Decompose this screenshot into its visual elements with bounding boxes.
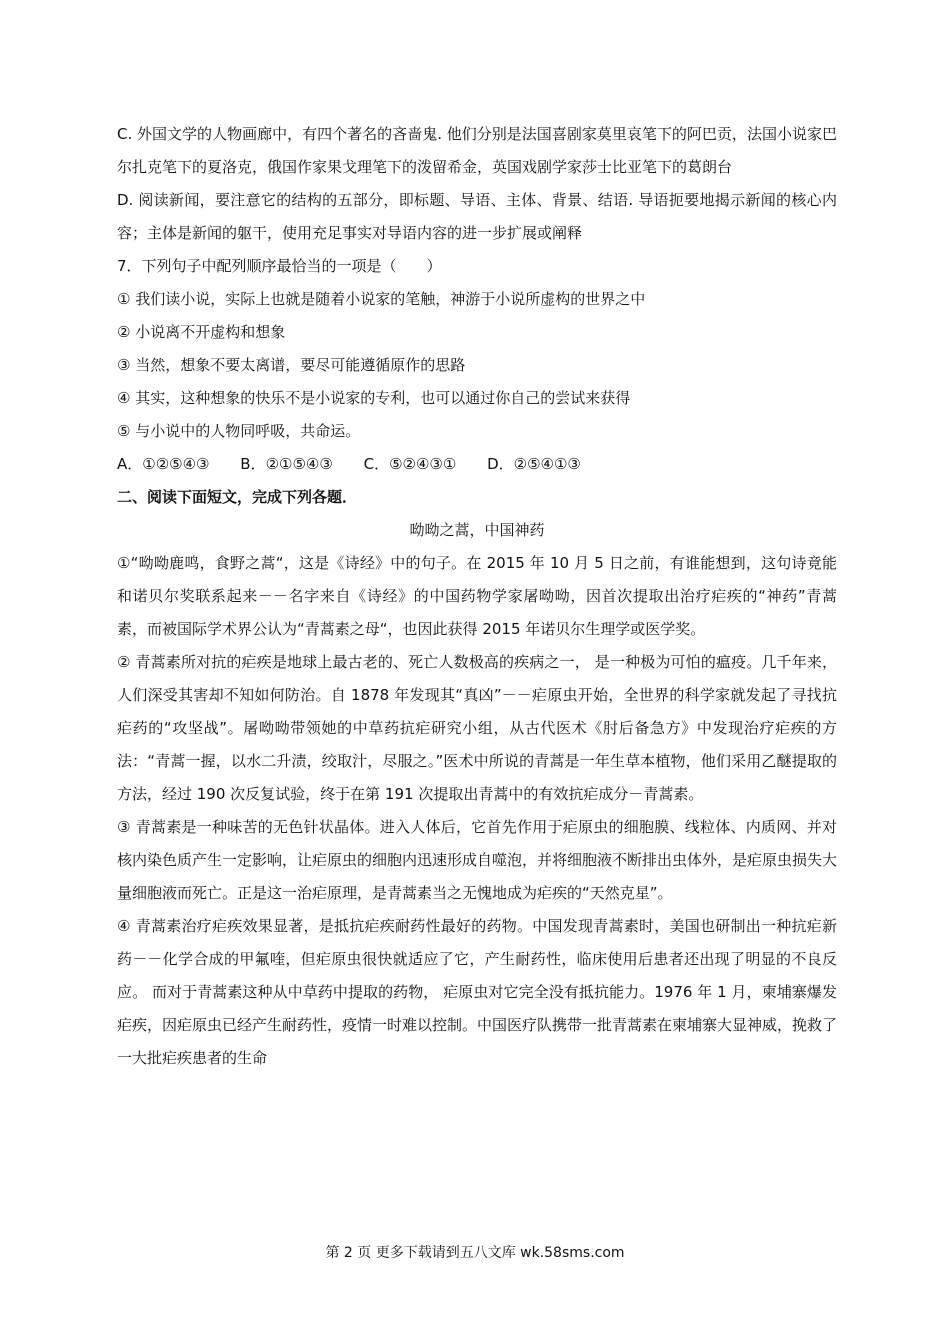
question-7-item-1: ① 我们读小说，实际上也就是随着小说家的笔触，神游于小说所虚构的世界之中	[117, 290, 646, 308]
document-page	[117, 118, 837, 1075]
option-b: B．②①⑤④③	[240, 455, 333, 473]
section-2-heading: 二、阅读下面短文，完成下列各题．	[117, 488, 358, 506]
question-7-options	[117, 448, 837, 481]
article-paragraph-3: ③ 青蒿素是一种味苦的无色针状晶体。进入人体后，它首先作用于疟原虫的细胞膜、线粒体、内质网、并对核内染色质产生一定影响，让疟原虫的细胞内迅速形成自噬泡，并将细胞液不断排出虫体外，是疟原虫损失大量细胞液而死亡。正是这一治疟原理，是青蒿素当之无愧地成为疟疾的“天然克星”。	[117, 818, 838, 902]
option-c-text: C. 外国文学的人物画廊中，有四个著名的吝啬鬼. 他们分别是法国喜剧家莫里哀笔下的阿巴贡，法国小说家巴尔扎克笔下的夏洛克，俄国作家果戈理笔下的泼留希金，英国戏剧学家莎士比亚笔下的葛朗台	[117, 125, 837, 176]
article-paragraph-4: ④ 青蒿素治疗疟疾效果显著，是抵抗疟疾耐药性最好的药物。中国发现青蒿素时，美国也研制出一种抗疟新药－－化学合成的甲氟喹，但疟原虫很快就适应了它，产生耐药性，临床使用后患者还出现了明显的不良反应。 而对于青蒿素这种从中草药中提取的药物， 疟原虫对它完全没有抵抗能力。1976 年 1 月，柬埔寨爆发疟疾，因疟原虫已经产生耐药性，疫情一时难以控制。中国医疗队携带一批青蒿素在柬埔寨大显神威，挽救了一大批疟疾患者的生命	[117, 917, 838, 1067]
question-7-item-5: ⑤ 与小说中的人物同呼吸，共命运。	[117, 422, 361, 440]
option-d: D．②⑤④①③	[487, 455, 581, 473]
option-c: C．⑤②④③①	[363, 455, 457, 473]
page-footer: 第 2 页 更多下载请到五八文库 wk.58sms.com	[325, 1245, 625, 1261]
option-a: A．①②⑤④③	[117, 455, 210, 473]
article-title: 呦呦之蒿，中国神药	[409, 521, 545, 539]
option-d-text: D. 阅读新闻，要注意它的结构的五部分，即标题、导语、主体、背景、结语. 导语扼要地揭示新闻的核心内容；主体是新闻的躯干，使用充足事实对导语内容的进一步扩展或阐释	[117, 191, 837, 242]
article-paragraph-1: ①“呦呦鹿鸣，食野之蒿“，这是《诗经》中的句子。在 2015 年 10 月 5 日之前，有谁能想到，这句诗竟能和诺贝尔奖联系起来－－名字来自《诗经》的中国药物学家屠呦呦，因首次提取出治疗疟疾的“神药”青蒿素，而被国际学术界公认为“青蒿素之母“，也因此获得 2015 年诺贝尔生理学或医学奖。	[117, 554, 837, 638]
article-paragraph-2: ② 青蒿素所对抗的疟疾是地球上最古老的、死亡人数极高的疾病之一， 是一种极为可怕的瘟疫。几千年来，人们深受其害却不知如何防治。自 1878 年发现其“真凶”－－疟原虫开始，全世界的科学家就发起了寻找抗疟药的“攻坚战”。屠呦呦带领她的中草药抗疟研究小组，从古代医术《肘后备急方》中发现治疗疟疾的方法：“青蒿一握，以水二升渍，绞取汁，尽服之。”医术中所说的青蒿是一年生草本植物，他们采用乙醚提取的方法，经过 190 次反复试验，终于在第 191 次提取出青蒿中的有效抗疟成分－青蒿素。	[117, 653, 837, 803]
question-7-item-2: ② 小说离不开虚构和想象	[117, 323, 286, 341]
question-7-item-3: ③ 当然，想象不要太离谱，要尽可能遵循原作的思路	[117, 356, 466, 374]
question-7-item-4: ④ 其实，这种想象的快乐不是小说家的专利，也可以通过你自己的尝试来获得	[117, 389, 631, 407]
question-7-stem: 7．下列句子中配列顺序最恰当的一项是（ ）	[117, 257, 442, 275]
